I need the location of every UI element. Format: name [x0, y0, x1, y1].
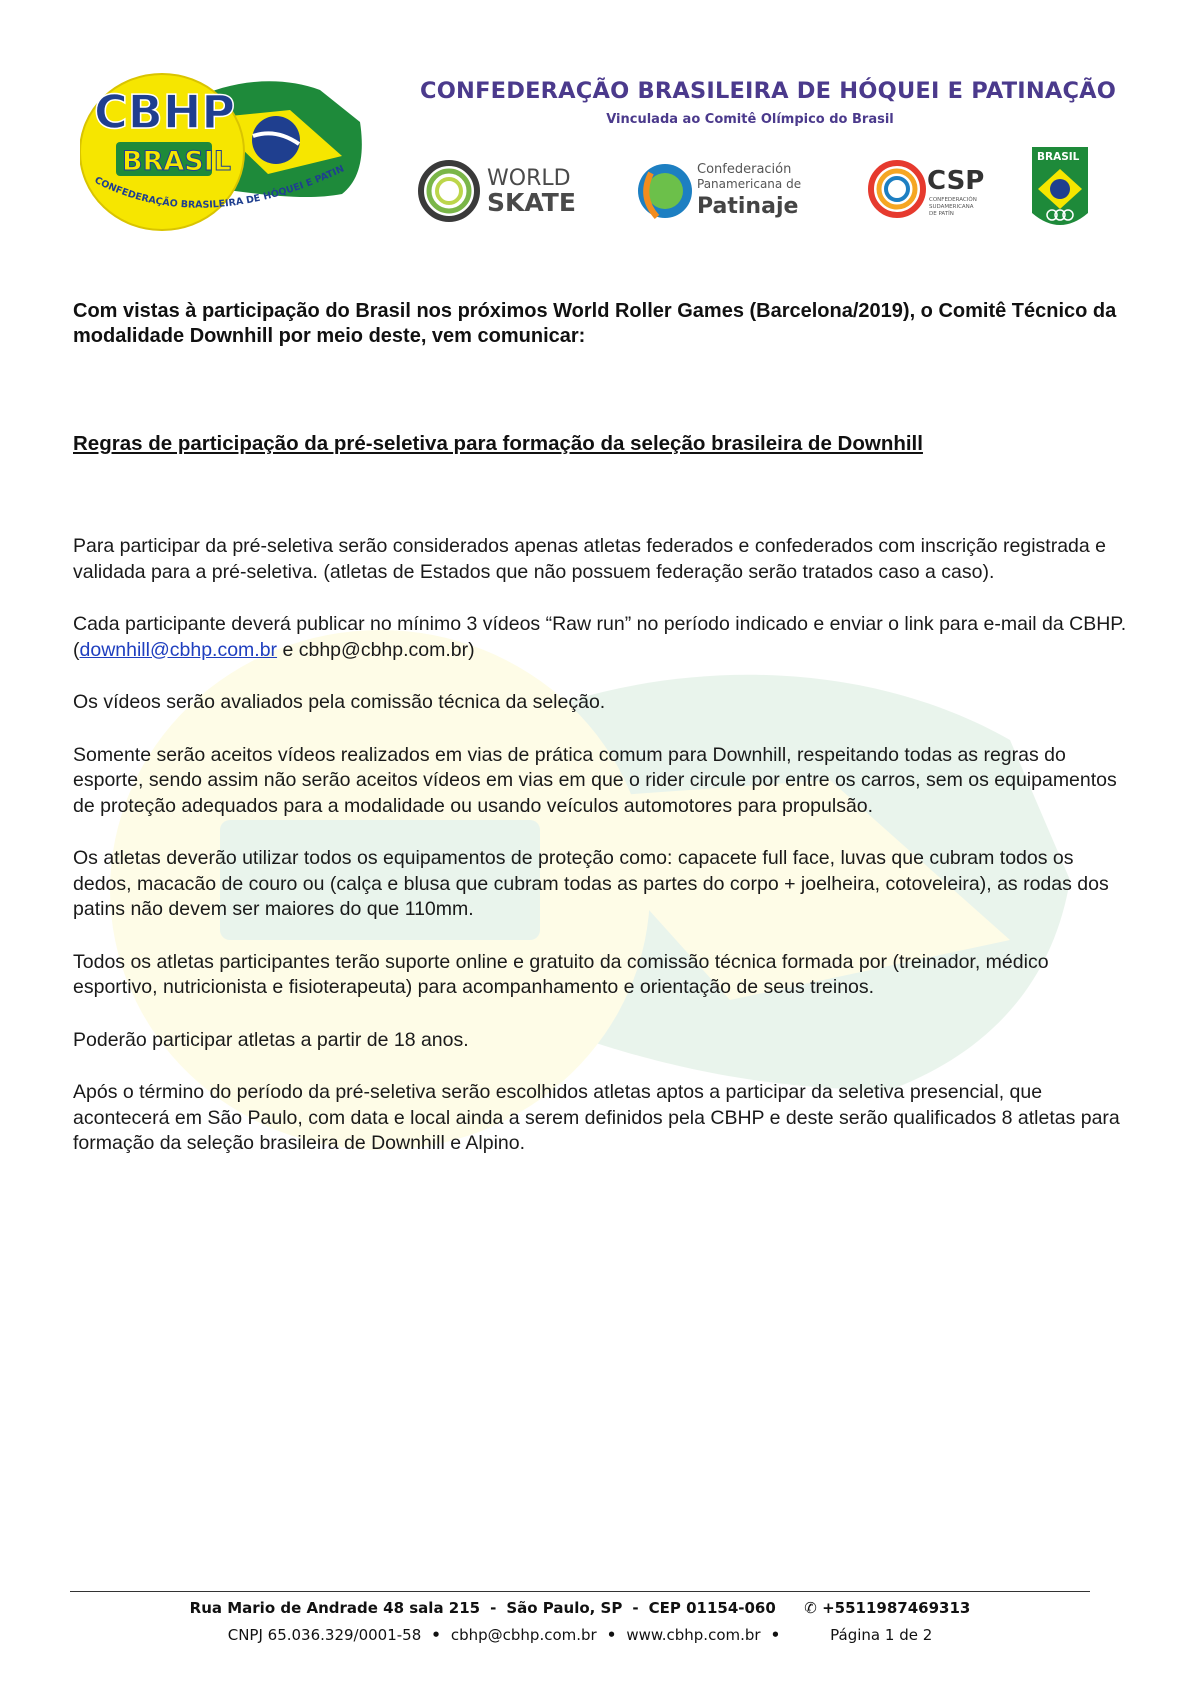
downhill-email-link[interactable]: downhill@cbhp.com.br	[79, 638, 278, 661]
footer-address: Rua Mario de Andrade 48 sala 215	[189, 1599, 481, 1617]
csp-line2: SUDAMERICANA	[929, 204, 974, 210]
footer-email: cbhp@cbhp.com.br	[450, 1626, 597, 1644]
phone-icon: ✆	[804, 1599, 817, 1617]
cob-label: BRASIL	[1037, 151, 1080, 163]
csp-logo	[865, 145, 995, 235]
csp-line1: CONFEDERACIÓN	[929, 197, 977, 203]
document-body	[73, 534, 1128, 1184]
world-skate-word1: WORLD	[487, 166, 571, 191]
paragraph-videos-tail: e cbhp@cbhp.com.br)	[277, 638, 475, 661]
world-skate-word2: SKATE	[487, 188, 575, 217]
world-skate-logo	[415, 145, 575, 235]
paragraph-videos	[73, 612, 1128, 663]
cbhp-logo-ring-text: CONFEDERAÇÃO BRASILEIRA DE HÓQUEI E PATIN	[92, 163, 347, 211]
footer-contact-line: CNPJ 65.036.329/0001-58 • cbhp@cbhp.com.br • www.cbhp.com.br • Página 1 de 2	[227, 1626, 933, 1644]
footer-cep: CEP 01154-060	[648, 1599, 776, 1617]
footer-page-number: Página 1 de 2	[830, 1626, 933, 1644]
cbhp-logo-country: BRASIL	[122, 146, 231, 177]
paragraph-age: Poderão participar atletas a partir de 18 anos.	[73, 1028, 469, 1051]
footer-phone: +5511987469313	[822, 1599, 971, 1617]
csp-mark: CSP	[927, 166, 985, 196]
panamericana-line3: Patinaje	[697, 194, 799, 219]
paragraph-support: Todos os atletas participantes terão suporte online e gratuito da comissão técnica formada por (treinador, médico esportivo, nutricionista e fisioterapeuta) para acompanhamento e orientação de seus treinos.	[73, 950, 1049, 998]
cbhp-logo-mark: CBHP	[94, 85, 236, 139]
org-subtitle: Vinculada ao Comitê Olímpico do Brasil	[606, 112, 894, 127]
paragraph-accepted-videos: Somente serão aceitos vídeos realizados em vias de prática comum para Downhill, respeitando todas as regras do esporte, sendo assim não serão aceitos vídeos em vias em que o rider circule por entre os carros, sem os equipamentos de proteção adequados para a modalidade ou usando veículos automotores para propulsão.	[73, 743, 1117, 817]
csp-line3: DE PATÍN	[929, 211, 954, 217]
paragraph-equipment: Os atletas deverão utilizar todos os equipamentos de proteção como: capacete full face, luvas que cubram todos os dedos, macacão de couro ou (calça e blusa que cubram todas as partes do corpo + joelheira, cotoveleira), as rodas dos patins não devem ser maiores do que 110mm.	[73, 847, 1109, 920]
cob-logo	[1030, 145, 1090, 235]
footer-city: São Paulo, SP	[506, 1599, 623, 1617]
footer-divider	[70, 1591, 1090, 1592]
panamericana-logo	[635, 145, 815, 235]
document-heading: Regras de participação da pré-seletiva para formação da seleção brasileira de Downhill	[73, 432, 923, 455]
partner-logos	[415, 145, 1095, 235]
panamericana-line1: Confederación	[697, 162, 792, 177]
footer-address-line: Rua Mario de Andrade 48 sala 215 - São Paulo, SP - CEP 01154-060 ✆ +5511987469313	[189, 1599, 971, 1617]
intro-paragraph: Com vistas à participação do Brasil nos próximos World Roller Games (Barcelona/2019), o Comitê Técnico da modalidade Downhill por meio deste, vem comunicar:	[73, 300, 1117, 347]
footer-website: www.cbhp.com.br	[626, 1626, 761, 1644]
paragraph-videos-text: Cada participante deverá publicar no mínimo 3 vídeos “Raw run” no período indicado e enviar o link para e-mail da CBHP. (	[73, 613, 1127, 661]
paragraph-eligibility: Para participar da pré-seletiva serão considerados apenas atletas federados e confederados com inscrição registrada e validada para a pré-seletiva. (atletas de Estados que não possuem federação serão tratados caso a caso).	[73, 535, 1107, 583]
footer-cnpj: CNPJ 65.036.329/0001-58	[227, 1626, 422, 1644]
paragraph-selection: Após o término do período da pré-seletiva serão escolhidos atletas aptos a participar da seletiva presencial, que acontecerá em São Paulo, com data e local ainda a serem definidos pela CBHP e deste serão qualificados 8 atletas para formação da seleção brasileira de Downhill e Alpino.	[73, 1081, 1120, 1154]
paragraph-evaluation: Os vídeos serão avaliados pela comissão técnica da seleção.	[73, 691, 606, 713]
org-name: CONFEDERAÇÃO BRASILEIRA DE HÓQUEI E PATINAÇÃO	[420, 78, 1117, 104]
cbhp-logo	[80, 70, 380, 240]
panamericana-line2: Panamericana de	[697, 177, 802, 191]
